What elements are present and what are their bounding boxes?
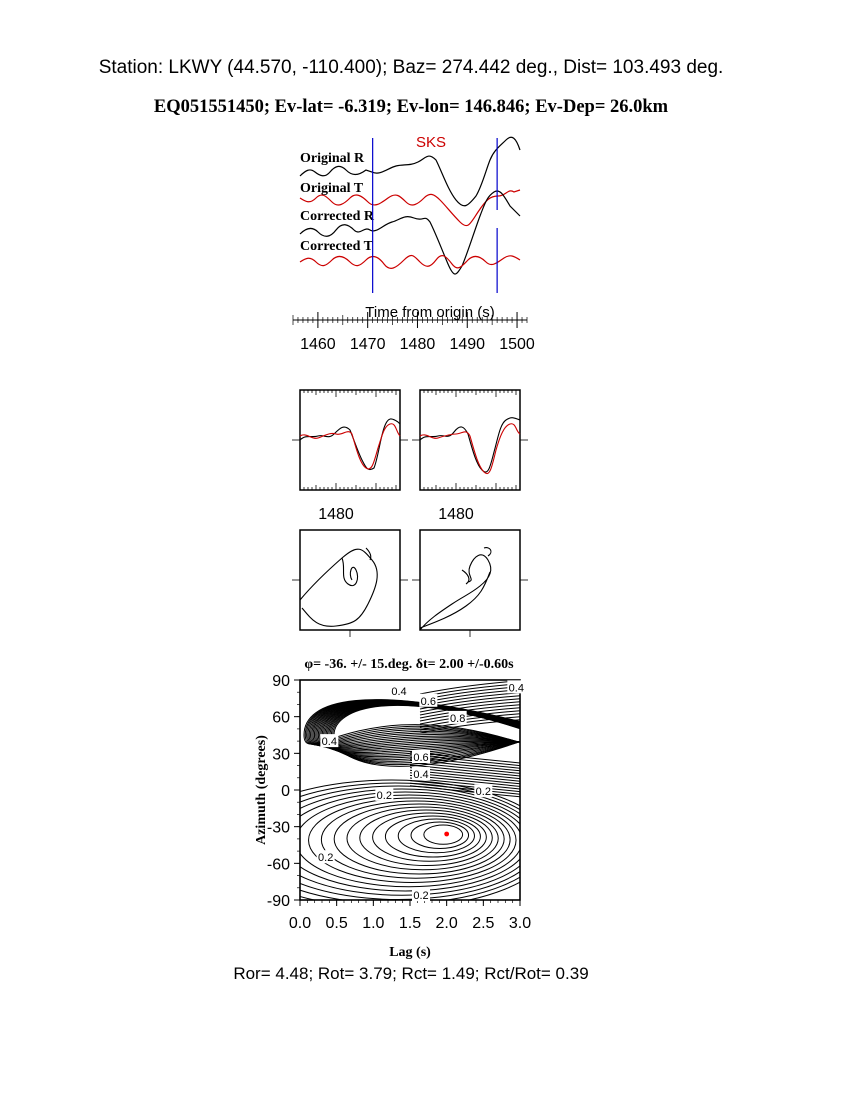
waveform-corrected-t: [420, 424, 520, 474]
contour-label: 0.2: [475, 786, 491, 799]
lag-tick-label: 1.0: [362, 915, 385, 932]
contour-line: [283, 789, 528, 891]
lag-axis-ticks: [289, 900, 531, 932]
best-fit-marker: [444, 832, 449, 837]
azimuth-axis-label: Azimuth (degrees): [254, 735, 269, 845]
contour-label: 0.6: [420, 695, 436, 708]
time-tick-label: 1460: [300, 336, 336, 353]
waveform-tick-label: 1480: [438, 506, 474, 523]
particle-motion-panels: [292, 530, 528, 637]
lag-tick-label: 2.5: [472, 915, 495, 932]
contour-label: 0.4: [391, 686, 407, 698]
lag-tick-label: 3.0: [508, 915, 532, 932]
contour-line: [373, 813, 487, 861]
time-tick-label: 1480: [399, 336, 436, 353]
time-tick-label: 1500: [499, 336, 535, 353]
trace-label-corrected-t: Corrected T: [300, 239, 373, 254]
contour-label: 0.4: [508, 682, 524, 695]
azimuth-tick-label: 60: [272, 709, 290, 727]
particle-box-corrected: [420, 530, 520, 630]
waveform-comparison-panels: [292, 390, 528, 523]
azimuth-tick-label: 90: [272, 673, 290, 690]
particle-motion-original: [300, 548, 377, 626]
contour-label: 0.6: [413, 752, 429, 764]
station-info: Station: LKWY (44.570, -110.400); Baz= 274.442 deg., Dist= 103.493 deg.: [98, 57, 724, 78]
contour-line: [424, 825, 463, 844]
contour-line: [321, 801, 510, 878]
contour-line: [296, 795, 522, 887]
lag-tick-label: 0.5: [325, 915, 348, 932]
event-info: EQ051551450; Ev-lat= -6.319; Ev-lon= 146.846; Ev-Dep= 26.0km: [153, 97, 669, 117]
particle-motion-corrected: [420, 548, 491, 630]
trace-label-corrected-r: Corrected R: [300, 209, 374, 224]
time-tick-label: 1490: [449, 336, 486, 353]
waveform-box-original: [300, 390, 400, 490]
trace-label-original-t: Original T: [300, 181, 364, 196]
azimuth-tick-label: -60: [266, 856, 290, 874]
contour-label: 0.2: [413, 890, 429, 903]
contour-label: 0.2: [376, 789, 392, 802]
seismogram-panel: [293, 134, 535, 353]
particle-motion-ticks: [292, 580, 528, 637]
contour-label: 0.2: [318, 852, 334, 865]
grid-title: φ= -36. +/- 15.deg. δt= 2.00 +/-0.60s: [304, 657, 514, 672]
contour-line: [244, 783, 545, 904]
lag-tick-label: 2.0: [435, 915, 458, 932]
particle-box-original: [300, 530, 400, 630]
contour-label: 0.8: [450, 712, 466, 725]
phase-label: SKS: [415, 134, 447, 151]
waveform-corrected-r: [420, 418, 520, 472]
lag-tick-label: 0.0: [288, 915, 312, 932]
azimuth-tick-label: 0: [281, 783, 290, 800]
trace-corrected-t: [300, 256, 520, 269]
azimuth-tick-label: -30: [266, 819, 290, 837]
lag-axis-label: Lag (s): [389, 945, 431, 960]
azimuth-tick-label: -90: [266, 893, 290, 910]
energy-grid-panel: [232, 657, 552, 960]
contour-line: [398, 819, 474, 853]
azimuth-axis-ticks: [267, 673, 300, 910]
window-markers: [373, 138, 497, 293]
lag-tick-label: 1.5: [398, 915, 422, 932]
time-tick-label: 1470: [349, 336, 386, 353]
energy-ratios: Ror= 4.48; Rot= 3.79; Rct= 1.49; Rct/Rot= 0.39: [233, 964, 589, 983]
contour-label: 0.4: [413, 769, 429, 782]
contour-label: 0.4: [321, 736, 337, 749]
trace-label-original-r: Original R: [300, 151, 365, 166]
azimuth-tick-label: 30: [272, 746, 290, 764]
waveform-original-r: [300, 419, 400, 470]
waveform-tick-label: 1480: [318, 506, 354, 523]
time-axis-label: Time from origin (s): [365, 304, 495, 321]
